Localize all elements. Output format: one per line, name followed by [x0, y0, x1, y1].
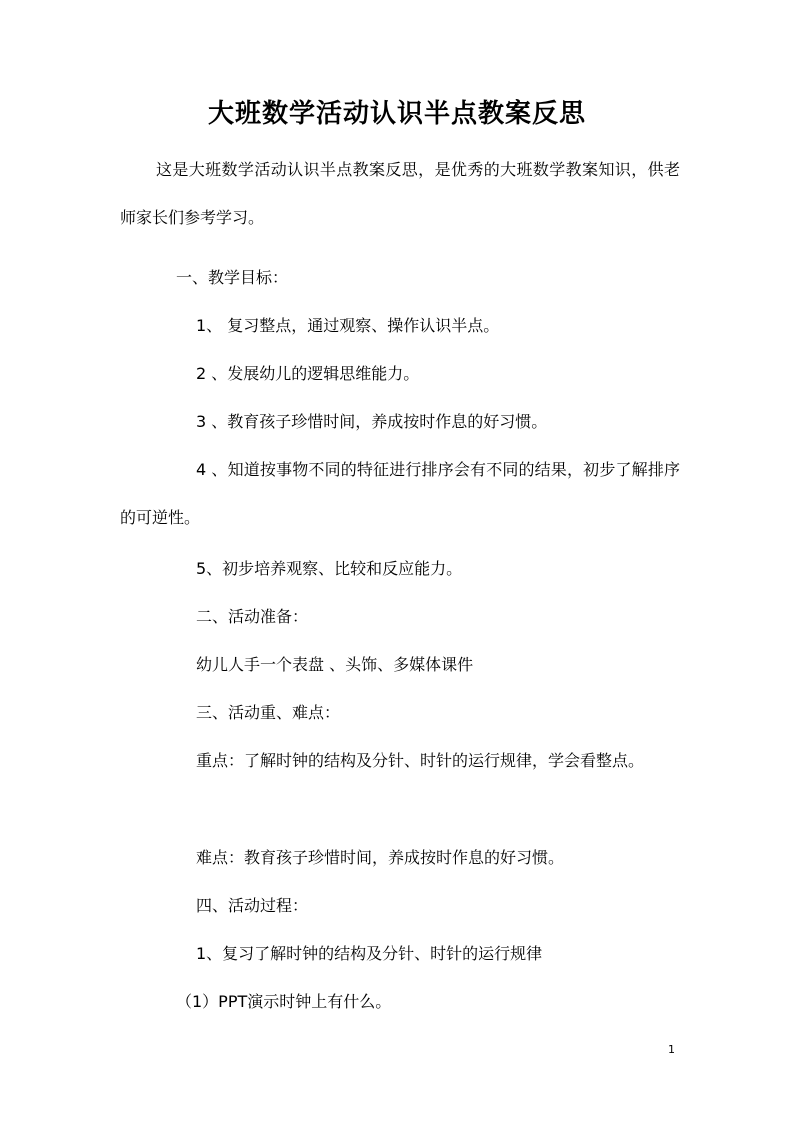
goal-item-5: 5、初步培养观察、比较和反应能力。 [196, 559, 463, 578]
key-point-text: 重点：了解时钟的结构及分针、时针的运行规律，学会看整点。 [196, 751, 645, 770]
process-sub-item-1: （1）PPT演示时钟上有什么。 [176, 992, 392, 1011]
goal-item-2: 2 、发展幼儿的逻辑思维能力。 [196, 364, 420, 383]
process-item-1: 1、复习了解时钟的结构及分针、时针的运行规律 [196, 944, 543, 963]
section-heading-process: 四、活动过程： [196, 896, 309, 915]
section-heading-preparation: 二、活动准备： [196, 607, 309, 626]
difficult-point-text: 难点：教育孩子珍惜时间，养成按时作息的好习惯。 [196, 848, 565, 867]
page-title: 大班数学活动认识半点教案反思 [207, 99, 586, 129]
section-heading-goals: 一、教学目标： [176, 268, 289, 287]
section-heading-key-points: 三、活动重、难点： [196, 703, 341, 722]
intro-paragraph: 这是大班数学活动认识半点教案反思，是优秀的大班数学教案知识，供老师家长们参考学习。 [120, 160, 680, 227]
goal-item-4: 4 、知道按事物不同的特征进行排序会有不同的结果，初步了解排序的可逆性。 [120, 460, 680, 527]
goal-item-3: 3 、教育孩子珍惜时间，养成按时作息的好习惯。 [196, 412, 548, 431]
page-number: 1 [668, 1043, 675, 1056]
preparation-text: 幼儿人手一个表盘 、头饰、多媒体课件 [196, 655, 474, 674]
goal-item-1: 1、 复习整点，通过观察、操作认识半点。 [196, 316, 500, 335]
